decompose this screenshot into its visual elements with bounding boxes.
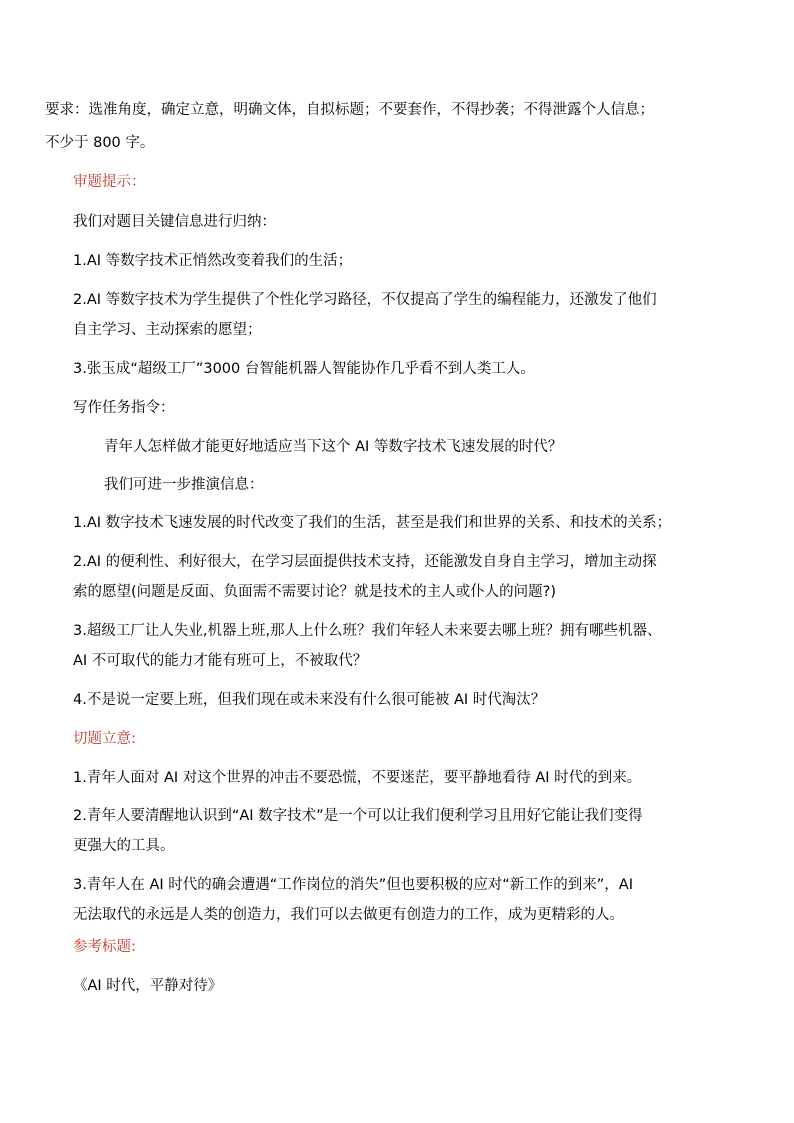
task-question: 青年人怎样做才能更好地适应当下这个 AI 等数字技术飞速发展的时代？ [104, 439, 563, 455]
task-point-2: 2.AI 的便利性、利好很大，在学习层面提供技术支持，还能激发自身自主学习，增加主动探 [73, 554, 657, 570]
theme-point-1: 1.青年人面对 AI 对这个世界的冲击不要恐慌，不要迷茫，要平静地看待 AI 时代的到来。 [73, 770, 642, 786]
heading-review: 审题提示： [73, 174, 146, 190]
requirement-line-1: 要求：选准角度，确定立意，明确文体，自拟标题；不要套作，不得抄袭；不得泄露个人信息； [45, 102, 654, 118]
heading-theme: 切题立意: [73, 731, 136, 747]
review-point-1: 1.AI 等数字技术正悄然改变着我们的生活； [73, 253, 353, 269]
theme-point-2-cont: 更强大的工具。 [73, 838, 175, 854]
review-point-2-cont: 自主学习、主动探索的愿望； [73, 322, 262, 338]
review-point-3: 3.张玉成“超级工厂”3000 台智能机器人智能协作几乎看不到人类工人。 [73, 361, 535, 377]
task-point-3: 3.超级工厂让人失业,机器上班,那人上什么班？我们年轻人未来要去哪上班？拥有哪些机器、 [73, 623, 662, 639]
heading-task: 写作任务指令： [73, 400, 175, 416]
task-further: 我们可进一步推演信息： [104, 477, 264, 493]
theme-point-3-cont: 无法取代的永远是人类的创造力，我们可以去做更有创造力的工作，成为更精彩的人。 [73, 907, 624, 923]
requirement-line-2: 不少于 800 字。 [45, 135, 155, 151]
reference-title: 《AI 时代，平静对待》 [73, 978, 223, 994]
task-point-2-cont: 索的愿望(问题是反面、负面需不需要讨论？就是技术的主人或仆人的问题?) [73, 584, 557, 600]
task-point-4: 4.不是说一定要上班，但我们现在或未来没有什么很可能被 AI 时代淘汰？ [73, 692, 546, 708]
task-point-3-cont: AI 不可取代的能力才能有班可上，不被取代？ [73, 653, 368, 669]
theme-point-2: 2.青年人要清醒地认识到“AI 数字技术”是一个可以让我们便利学习且用好它能让我们变得 [73, 808, 643, 824]
theme-point-3: 3.青年人在 AI 时代的确会遭遇“工作岗位的消失”但也要积极的应对“新工作的到来”，AI [73, 877, 633, 893]
review-intro: 我们对题目关键信息进行归纳： [73, 214, 276, 230]
review-point-2: 2.AI 等数字技术为学生提供了个性化学习路径，不仅提高了学生的编程能力，还激发了他们 [73, 292, 657, 308]
heading-title: 参考标题: [73, 939, 136, 955]
task-point-1: 1.AI 数字技术飞速发展的时代改变了我们的生活，甚至是我们和世界的关系、和技术的关系； [73, 515, 672, 531]
